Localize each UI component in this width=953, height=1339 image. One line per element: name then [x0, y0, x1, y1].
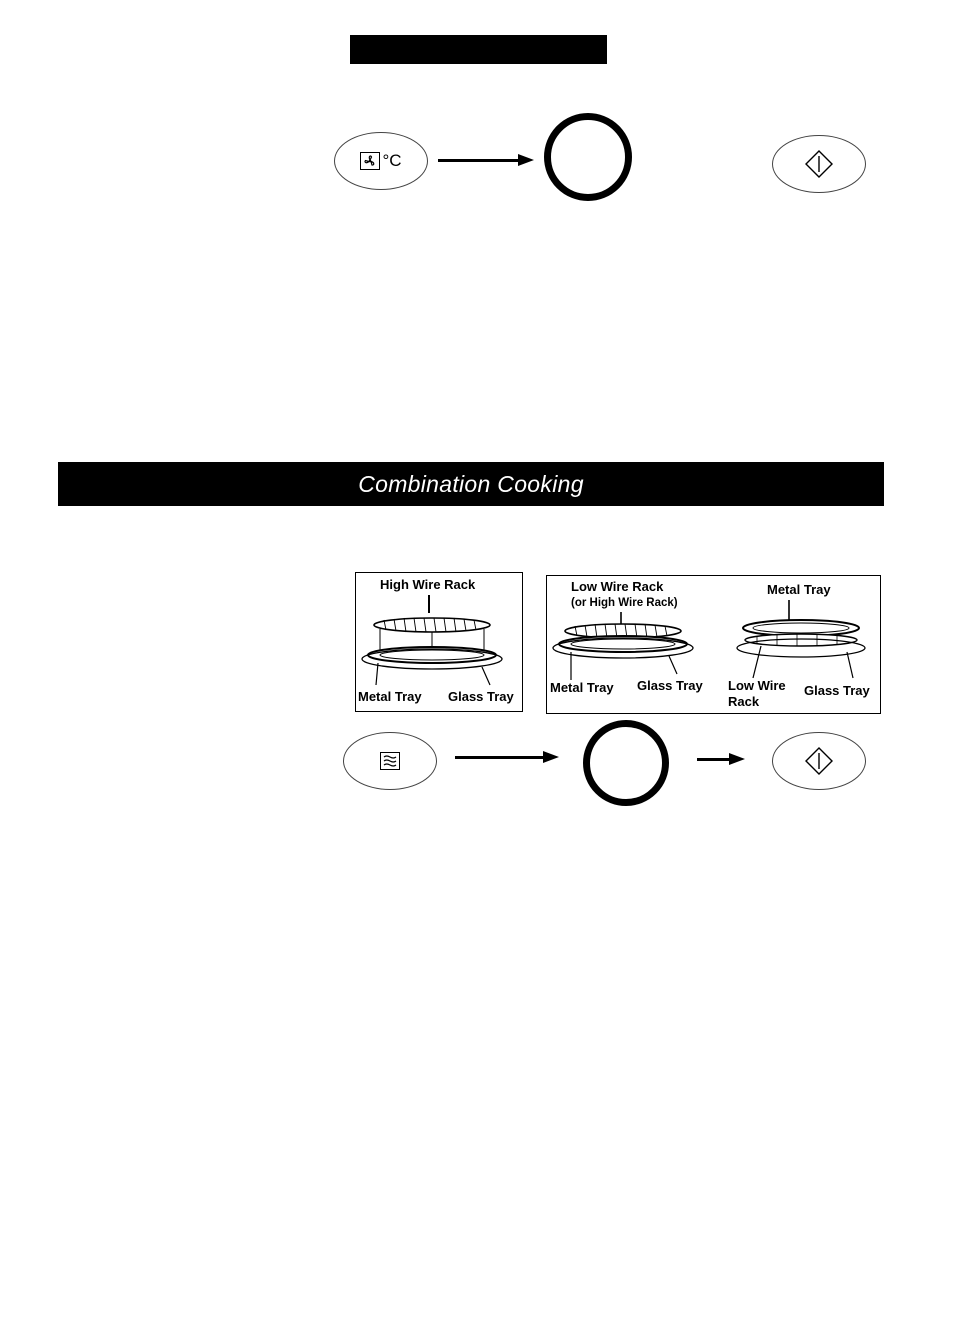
- diagram-high-rack-box: [355, 572, 523, 712]
- top-heading-bar: [350, 35, 607, 64]
- start-diamond-icon: [804, 149, 834, 179]
- arrow-line: [455, 756, 545, 759]
- convection-button[interactable]: [334, 132, 428, 190]
- arrow-right-icon: [729, 753, 745, 765]
- label-metal-tray: Metal Tray: [358, 689, 422, 704]
- arrow-right-icon: [543, 751, 559, 763]
- label-low-wire-rack: Low Wire Rack: [571, 579, 664, 594]
- arrow-right-icon: [518, 154, 534, 166]
- dial-knob[interactable]: [544, 113, 632, 201]
- section-banner: [58, 462, 884, 506]
- label-glass-tray: Glass Tray: [448, 689, 514, 704]
- label-glass-tray-left: Glass Tray: [637, 678, 703, 693]
- label-or-high-wire-rack: (or High Wire Rack): [571, 597, 678, 609]
- arrow-line: [697, 758, 731, 761]
- diagram-low-rack-box: [546, 575, 881, 714]
- label-metal-tray-top: Metal Tray: [767, 582, 831, 597]
- label-rack: Rack: [728, 694, 760, 709]
- combination-button[interactable]: [343, 732, 437, 790]
- fan-oven-icon: [360, 152, 380, 170]
- label-metal-tray-left: Metal Tray: [550, 680, 614, 695]
- arrow-line: [438, 159, 520, 162]
- label-low-wire: Low Wire: [728, 678, 786, 693]
- label-glass-tray-right: Glass Tray: [804, 683, 870, 698]
- start-button[interactable]: [772, 732, 866, 790]
- label-high-wire-rack: High Wire Rack: [380, 577, 476, 592]
- dial-knob[interactable]: [583, 720, 669, 806]
- section-title: Combination Cooking: [358, 470, 584, 497]
- combination-wave-icon: [380, 752, 400, 770]
- start-diamond-icon: [804, 746, 834, 776]
- celsius-label: °C: [382, 151, 402, 170]
- start-button[interactable]: [772, 135, 866, 193]
